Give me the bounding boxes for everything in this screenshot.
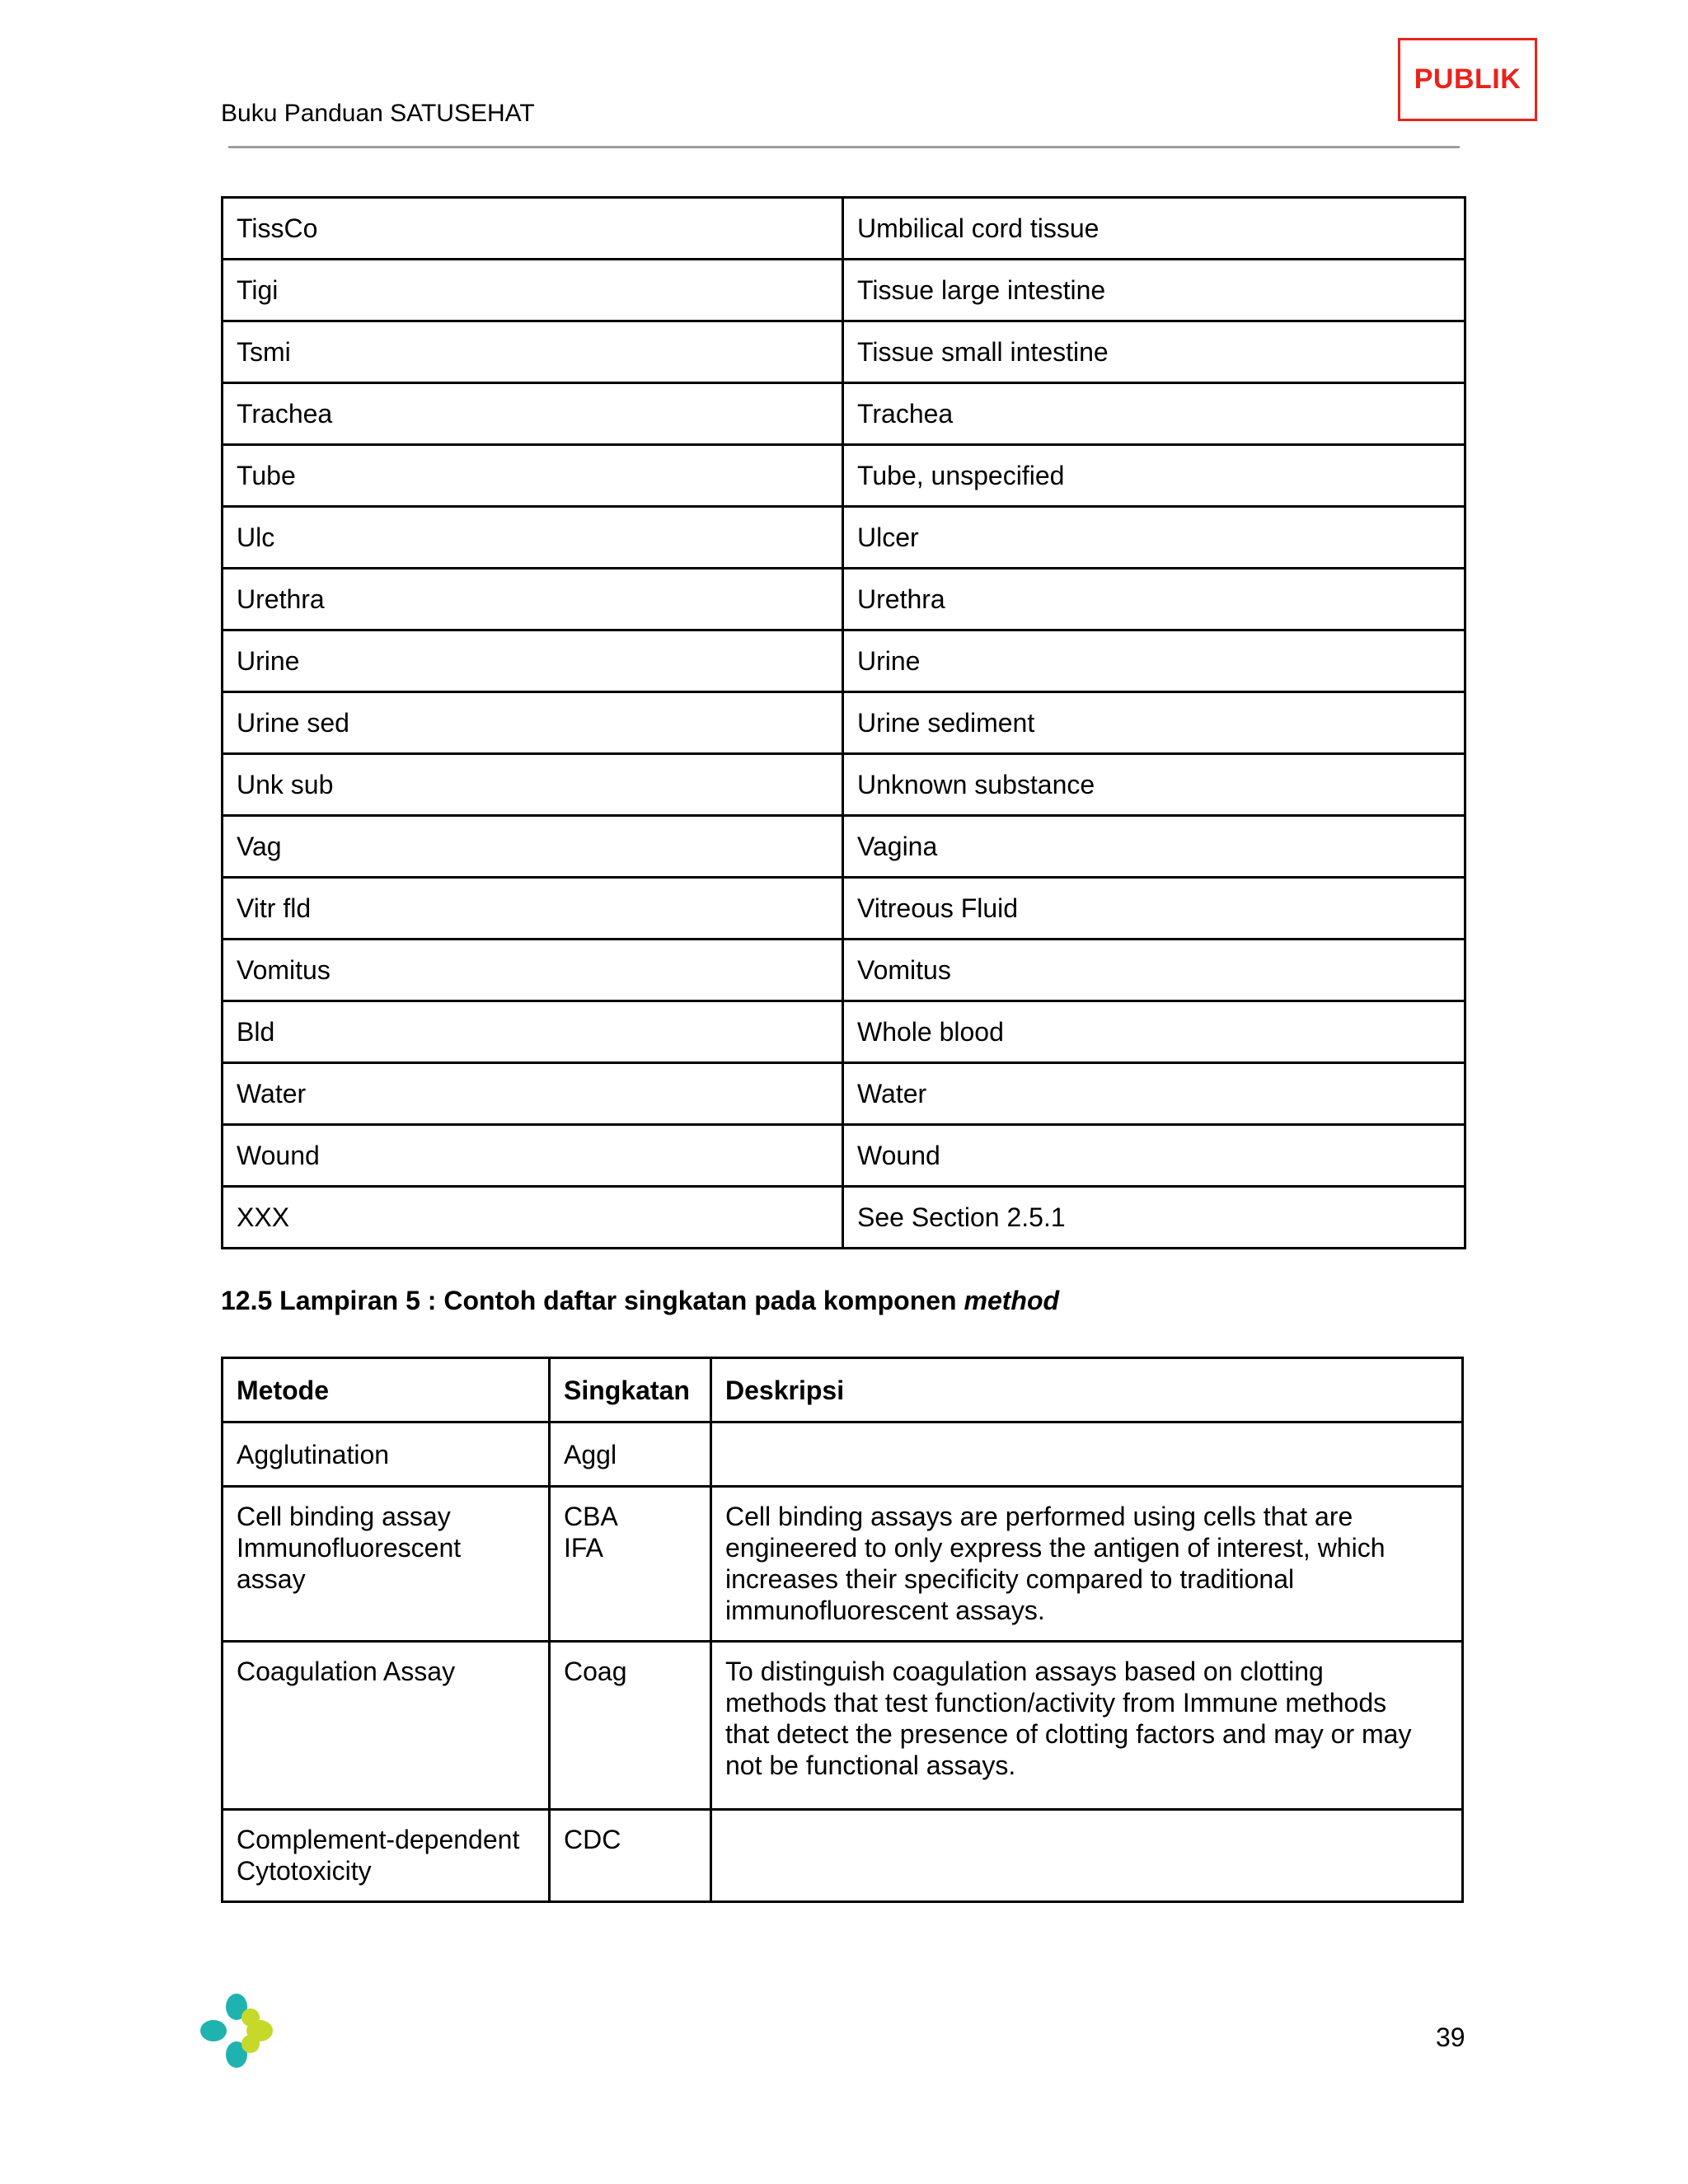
description-cell: Vagina (843, 816, 1465, 878)
abbreviation-cell: Vomitus (223, 940, 843, 1001)
abbreviation-cell: Unk sub (223, 754, 843, 816)
ministry-logo-icon (199, 1993, 274, 2069)
abbreviation-cell: Coag (550, 1642, 711, 1810)
logo-petal-upper-right (241, 2008, 260, 2027)
abbreviation-cell: Tigi (223, 260, 843, 321)
table-row (223, 878, 1465, 940)
table-row (223, 1001, 1465, 1063)
document-title: Buku Panduan SATUSEHAT (221, 100, 535, 127)
abbreviation-cell: Water (223, 1063, 843, 1125)
column-header-singkatan: Singkatan (550, 1358, 711, 1422)
abbreviation-cell: Wound (223, 1125, 843, 1187)
description-cell: To distinguish coagulation assays based on clotting methods that test function/activity from Immune methods that detect the presence of clotting factors and may or may not be functional assays. (711, 1642, 1463, 1810)
table-row (223, 1187, 1465, 1249)
table-row (223, 321, 1465, 383)
description-cell: Umbilical cord tissue (843, 198, 1465, 260)
table-row (223, 1422, 1463, 1487)
table-row (223, 816, 1465, 878)
abbreviation-cell: Ulc (223, 507, 843, 569)
table-row (223, 1063, 1465, 1125)
table-row (223, 445, 1465, 507)
logo-petal-left (200, 2020, 227, 2041)
description-cell: Unknown substance (843, 754, 1465, 816)
method-cell: Cell binding assay Immunofluorescent assay (223, 1487, 550, 1642)
description-cell (711, 1422, 1463, 1487)
abbreviation-cell: CDC (550, 1810, 711, 1902)
description-cell: Wound (843, 1125, 1465, 1187)
abbreviation-cell: Tsmi (223, 321, 843, 383)
table-header-row (223, 1358, 1463, 1422)
description-cell: Trachea (843, 383, 1465, 445)
table-row (223, 383, 1465, 445)
table-row (223, 1487, 1463, 1642)
table-row (223, 260, 1465, 321)
table-row (223, 692, 1465, 754)
section-heading (221, 1283, 1059, 1318)
table-row (223, 630, 1465, 692)
table-row (223, 754, 1465, 816)
description-cell: Cell binding assays are performed using cells that are engineered to only express the antigen of interest, which increases their specificity compared to traditional immunofluorescent assays. (711, 1487, 1463, 1642)
description-cell: Urine sediment (843, 692, 1465, 754)
abbreviation-cell: CBA IFA (550, 1487, 711, 1642)
classification-badge: PUBLIK (1398, 38, 1537, 121)
description-cell: Urethra (843, 569, 1465, 630)
description-cell: Water (843, 1063, 1465, 1125)
table-row (223, 940, 1465, 1001)
table-row (223, 507, 1465, 569)
method-cell: Complement-dependent Cytotoxicity (223, 1810, 550, 1902)
method-cell: Agglutination (223, 1422, 550, 1487)
specimen-abbreviation-table (221, 196, 1466, 1249)
table-row (223, 1125, 1465, 1187)
description-cell (711, 1810, 1463, 1902)
abbreviation-cell: Vag (223, 816, 843, 878)
abbreviation-cell: XXX (223, 1187, 843, 1249)
abbreviation-cell: Tube (223, 445, 843, 507)
description-cell: Tissue large intestine (843, 260, 1465, 321)
table-row (223, 198, 1465, 260)
section-heading-italic: method (964, 1286, 1060, 1315)
description-cell: Tissue small intestine (843, 321, 1465, 383)
column-header-deskripsi: Deskripsi (711, 1358, 1463, 1422)
description-cell: See Section 2.5.1 (843, 1187, 1465, 1249)
description-cell: Whole blood (843, 1001, 1465, 1063)
abbreviation-cell: Urine (223, 630, 843, 692)
header-divider (228, 146, 1460, 148)
column-header-metode: Metode (223, 1358, 550, 1422)
abbreviation-cell: Urine sed (223, 692, 843, 754)
description-cell: Ulcer (843, 507, 1465, 569)
logo-center (228, 2022, 245, 2039)
abbreviation-cell: Vitr fld (223, 878, 843, 940)
page-number: 39 (1436, 2022, 1465, 2052)
method-cell: Coagulation Assay (223, 1642, 550, 1810)
abbreviation-cell: Urethra (223, 569, 843, 630)
table-row (223, 1810, 1463, 1902)
description-cell: Vitreous Fluid (843, 878, 1465, 940)
abbreviation-cell: Bld (223, 1001, 843, 1063)
table-row (223, 569, 1465, 630)
description-cell: Urine (843, 630, 1465, 692)
description-cell: Tube, unspecified (843, 445, 1465, 507)
table-row (223, 1642, 1463, 1810)
abbreviation-cell: Trachea (223, 383, 843, 445)
abbreviation-cell: TissCo (223, 198, 843, 260)
section-heading-text: 12.5 Lampiran 5 : Contoh daftar singkatan pada komponen (221, 1286, 964, 1315)
method-abbreviation-table (221, 1357, 1464, 1903)
logo-petal-lower-right (241, 2035, 260, 2053)
abbreviation-cell: Aggl (550, 1422, 711, 1487)
description-cell: Vomitus (843, 940, 1465, 1001)
